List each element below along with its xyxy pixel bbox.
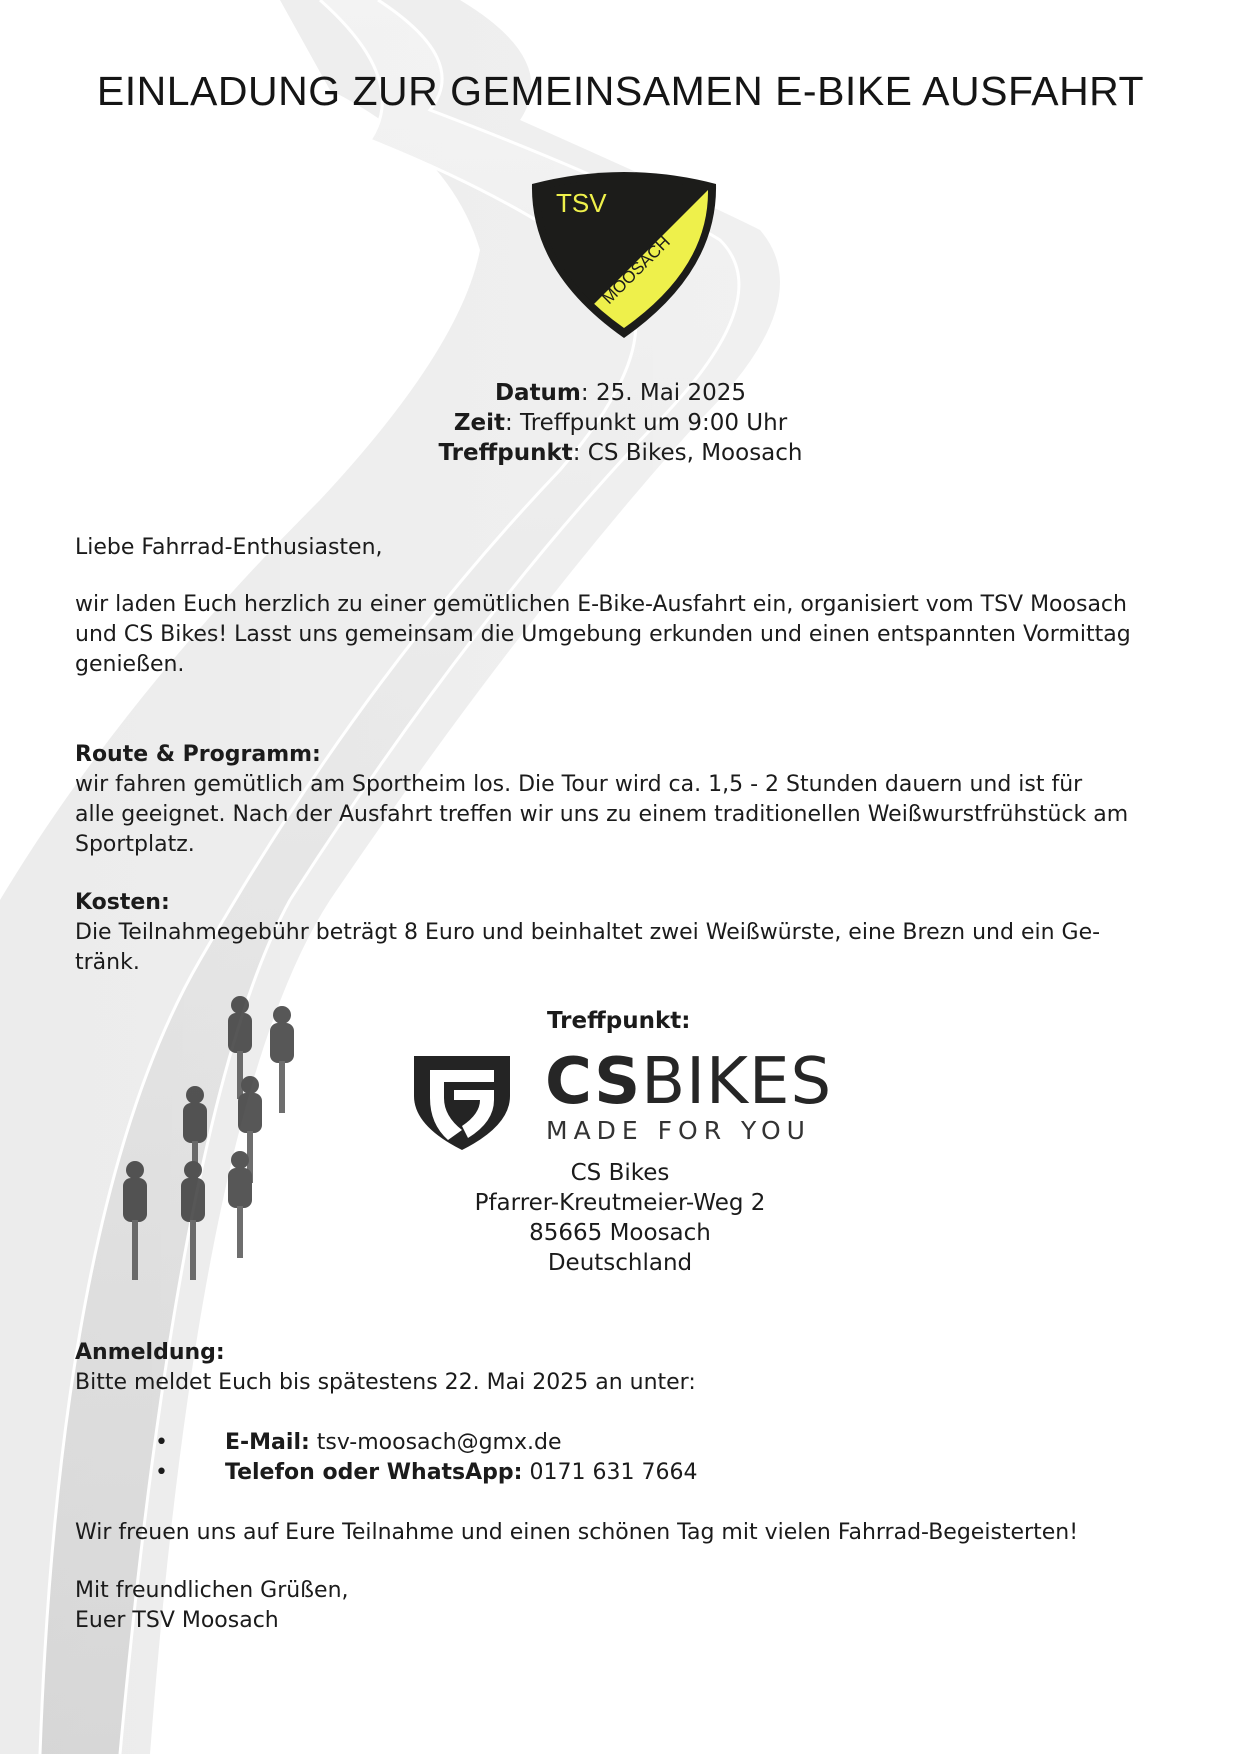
- route-line: alle geeignet. Nach der Ausfahrt treffen wir uns zu einem traditionellen Weißwurstfrühstück am: [75, 802, 1129, 827]
- address-line: CS Bikes: [570, 1160, 670, 1186]
- route-section: [75, 740, 1175, 860]
- signoff: [75, 1576, 1175, 1636]
- intro-paragraph: [75, 590, 1175, 680]
- address-line: 85665 Moosach: [529, 1220, 711, 1246]
- email-label: E-Mail:: [225, 1430, 310, 1455]
- route-line: wir fahren gemütlich am Sportheim los. Die Tour wird ca. 1,5 - 2 Stunden dauern und ist für: [75, 772, 1083, 797]
- cs-bikes-shield-icon: [408, 1046, 516, 1154]
- signoff-line: Euer TSV Moosach: [75, 1608, 279, 1633]
- costs-line: Die Teilnahmegebühr beträgt 8 Euro und beinhaltet zwei Weißwürste, eine Brezn und ein Ge-: [75, 920, 1101, 945]
- tsv-moosach-crest-logo: [526, 162, 722, 340]
- time-label: Zeit: [453, 410, 505, 436]
- costs-line: tränk.: [75, 950, 140, 975]
- phone-item: [225, 1458, 697, 1488]
- cs-bikes-wordmark-light: BIKES: [641, 1045, 833, 1119]
- bullet-icon: •: [155, 1460, 168, 1485]
- greeting: Liebe Fahrrad-Enthusiasten,: [75, 535, 383, 560]
- registration-section: [75, 1338, 1175, 1398]
- route-line: Sportplatz.: [75, 832, 195, 857]
- place-line: [0, 438, 1241, 468]
- crest-tsv-text: TSV: [556, 188, 607, 218]
- place-value: : CS Bikes, Moosach: [572, 440, 803, 466]
- cs-bikes-wordmark: [545, 1045, 833, 1119]
- date-value: : 25. Mai 2025: [580, 380, 747, 406]
- date-label: Datum: [494, 380, 581, 406]
- registration-text: Bitte meldet Euch bis spätestens 22. Mai 2025 an unter:: [75, 1370, 696, 1395]
- meeting-address: [400, 1158, 840, 1278]
- intro-line: genießen.: [75, 652, 185, 677]
- phone-label: Telefon oder WhatsApp:: [225, 1460, 523, 1485]
- time-line: [0, 408, 1241, 438]
- signoff-line: Mit freundlichen Grüßen,: [75, 1578, 349, 1603]
- time-value: : Treffpunkt um 9:00 Uhr: [504, 410, 788, 436]
- costs-section: [75, 888, 1175, 978]
- date-line: [0, 378, 1241, 408]
- address-line: Pfarrer-Kreutmeier-Weg 2: [474, 1190, 766, 1216]
- page-title: EINLADUNG ZUR GEMEINSAMEN E-BIKE AUSFAHRT: [96, 68, 1145, 114]
- cs-bikes-tagline: MADE FOR YOU: [546, 1116, 811, 1145]
- intro-line: und CS Bikes! Lasst uns gemeinsam die Umgebung erkunden und einen entspannten Vormittag: [75, 622, 1131, 647]
- bullet-icon: •: [155, 1430, 168, 1455]
- place-label: Treffpunkt: [438, 440, 573, 466]
- address-line: Deutschland: [547, 1250, 693, 1276]
- cs-bikes-wordmark-bold: CS: [545, 1045, 642, 1119]
- crest-moosach-text: MOOSACH: [598, 232, 674, 308]
- registration-heading: Anmeldung:: [75, 1340, 225, 1365]
- phone-link[interactable]: 0171 631 7664: [529, 1460, 698, 1485]
- closing-text: Wir freuen uns auf Eure Teilnahme und einen schönen Tag mit vielen Fahrrad-Begeisterten!: [75, 1520, 1079, 1545]
- costs-heading: Kosten:: [75, 890, 170, 915]
- email-link[interactable]: tsv-moosach@gmx.de: [316, 1430, 562, 1455]
- route-heading: Route & Programm:: [75, 742, 321, 767]
- intro-line: wir laden Euch herzlich zu einer gemütlichen E-Bike-Ausfahrt ein, organisiert vom TSV Moosach: [75, 592, 1127, 617]
- meeting-heading: Treffpunkt:: [547, 1008, 691, 1034]
- email-item: [225, 1428, 561, 1458]
